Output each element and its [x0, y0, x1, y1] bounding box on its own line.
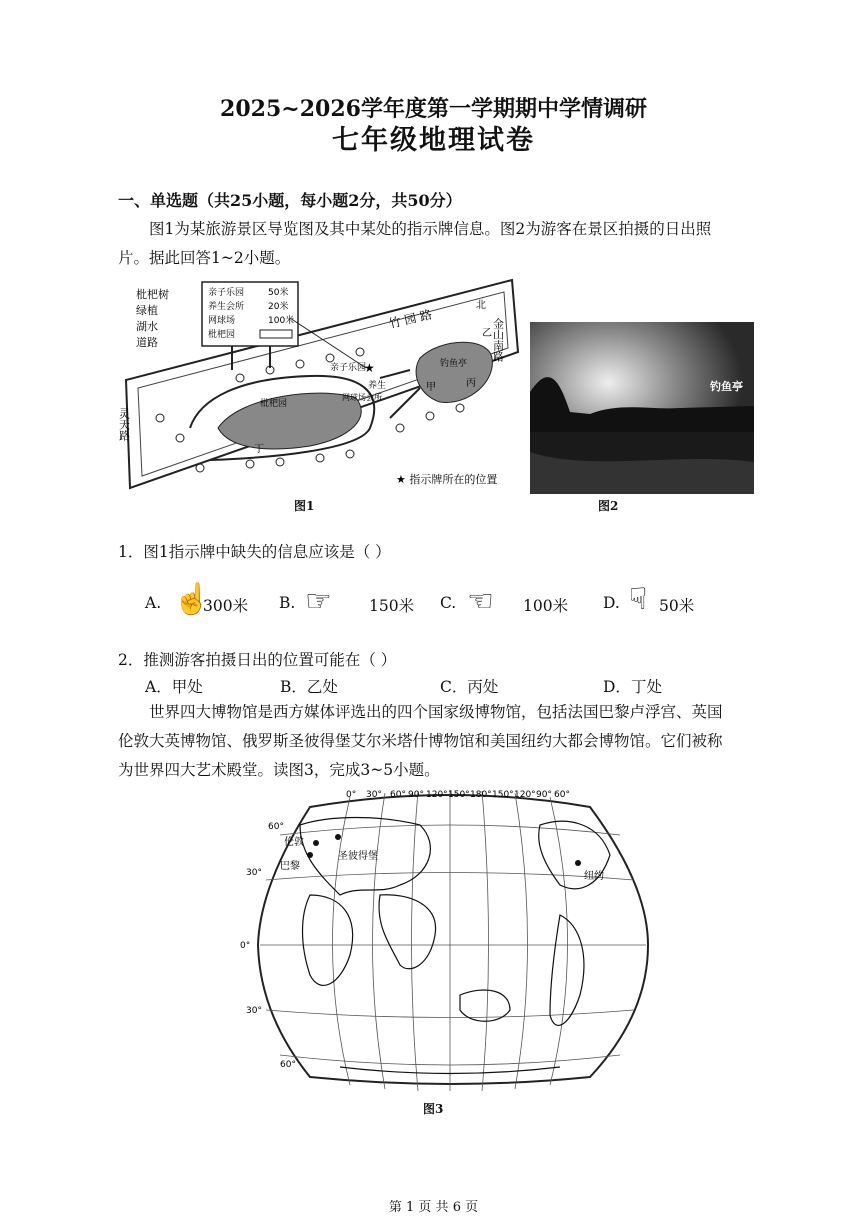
road-name-right: 金山南路 [491, 318, 505, 362]
city-new-york: 纽约 [584, 871, 604, 882]
figure2-photo [530, 322, 754, 494]
svg-text:100米: 100米 [268, 316, 295, 326]
intro2-line3: 为世界四大艺术殿堂。读图3，完成3~5小题。 [118, 761, 440, 779]
lake-2 [416, 342, 492, 402]
q1-option-a-key: A. [145, 594, 162, 612]
svg-text:30°: 30° [246, 868, 262, 878]
latitude-labels [240, 822, 296, 1070]
legend-loquat: 枇杷树 [136, 288, 169, 301]
figure1-map [117, 278, 520, 498]
q2-option-b: B．乙处 [280, 678, 338, 696]
svg-text:20米: 20米 [268, 302, 289, 312]
section-heading: 一、单选题（共25小题，每小题2分，共50分） [118, 191, 462, 210]
svg-text:90°: 90° [408, 790, 424, 800]
map-outline [258, 795, 648, 1084]
svg-text:60°: 60° [390, 790, 406, 800]
lake-1 [218, 393, 361, 449]
legend-greenery: 绿植 [136, 304, 158, 317]
legend-road: 道路 [136, 336, 158, 349]
svg-text:30°: 30° [366, 790, 382, 800]
hand-point-up-icon: ☝ [173, 582, 211, 617]
svg-text:180°: 180° [470, 790, 492, 800]
label-park: 亲子乐园 [330, 363, 367, 373]
figure1-caption: 图1 [294, 499, 315, 513]
q2-stem: 2．推测游客拍摄日出的位置可能在（ ） [118, 651, 397, 669]
svg-text:枇杷园: 枇杷园 [208, 330, 236, 340]
svg-text:0°: 0° [240, 941, 251, 951]
figure2-caption: 图2 [598, 499, 619, 513]
svg-text:50米: 50米 [268, 288, 289, 298]
longitude-lines [333, 790, 568, 1091]
road-name-top: 竹 园 路 [387, 307, 434, 331]
q1-option-c-key: C. [440, 594, 457, 612]
label-yi: 乙 [482, 328, 492, 339]
svg-text:60°: 60° [554, 790, 570, 800]
hand-point-down-icon: ☟ [629, 582, 648, 617]
svg-text:120°: 120° [426, 790, 448, 800]
svg-text:150°: 150° [492, 790, 514, 800]
city-london: 伦敦 [284, 837, 304, 848]
city-paris: 巴黎 [280, 861, 300, 872]
label-loquat-garden: 枇杷园 [260, 399, 288, 409]
map-legend [136, 287, 169, 349]
intro2-line1: 世界四大博物馆是西方媒体评选出的四个国家级博物馆，包括法国巴黎卢浮宫、英国 [149, 703, 723, 721]
svg-text:养生会所: 养生会所 [208, 302, 245, 312]
svg-text:150°: 150° [448, 790, 470, 800]
svg-text:30°: 30° [246, 1006, 262, 1016]
svg-text:网球场: 网球场 [208, 316, 236, 326]
page-footer: 第 1 页 共 6 页 [388, 1200, 479, 1215]
label-spa: 养生 [368, 381, 387, 391]
svg-text:亲子乐园: 亲子乐园 [208, 288, 245, 298]
road-name-left: 灵天路 [117, 408, 131, 441]
q1-option-d-text: 50米 [659, 597, 695, 615]
label-ding: 丁 [254, 444, 264, 455]
intro1-line2: 片。据此回答1~2小题。 [118, 249, 291, 267]
label-fishing-pavilion-photo: 钓鱼亭 [710, 380, 743, 393]
q1-option-b-text: 150米 [369, 597, 415, 615]
label-bing: 丙 [466, 378, 476, 389]
q1-stem: 1．图1指示牌中缺失的信息应该是（ ） [118, 543, 391, 561]
exam-title: 2025~2026学年度第一学期期中学情调研 [220, 96, 647, 122]
svg-text:60°: 60° [268, 822, 284, 832]
label-fishing-pavilion: 钓鱼亭 [440, 359, 468, 369]
intro1-line1: 图1为某旅游景区导览图及其中某处的指示牌信息。图2为游客在景区拍摄的日出照 [149, 220, 712, 238]
q1-options [145, 582, 735, 628]
figure3-world-map [240, 785, 660, 1095]
exam-subtitle: 七年级地理试卷 [332, 125, 535, 156]
q2-option-c: C．丙处 [440, 678, 499, 696]
latitude-lines [260, 825, 646, 1065]
intro2-line2: 伦敦大英博物馆、俄罗斯圣彼得堡艾尔米塔什博物馆和美国纽约大都会博物馆。它们被称 [118, 732, 723, 750]
q2-option-d: D．丁处 [603, 678, 662, 696]
figure3-caption: 图3 [423, 1102, 444, 1116]
q1-option-a-text: 300米 [203, 597, 249, 615]
q1-option-d-key: D. [603, 594, 620, 612]
q2-option-a: A．甲处 [145, 678, 203, 696]
label-jia: 甲 [426, 382, 436, 393]
svg-text:0°: 0° [346, 790, 357, 800]
svg-text:90°: 90° [536, 790, 552, 800]
city-st-petersburg: 圣彼得堡 [338, 851, 378, 862]
hand-point-left-icon: ☜ [467, 584, 494, 619]
svg-text:120°: 120° [514, 790, 536, 800]
longitude-labels [346, 790, 570, 800]
north-label: 北 [476, 300, 486, 311]
legend-lake: 湖水 [136, 320, 158, 333]
q1-option-b-key: B. [279, 594, 296, 612]
q1-option-c-text: 100米 [523, 597, 569, 615]
star-note: ★ 指示牌所在的位置 [396, 473, 498, 486]
label-tennis: 网球场会所 [342, 393, 382, 402]
star-marker: ★ [364, 361, 375, 375]
hand-point-right-icon: ☞ [305, 584, 332, 619]
svg-text:60°: 60° [280, 1060, 296, 1070]
